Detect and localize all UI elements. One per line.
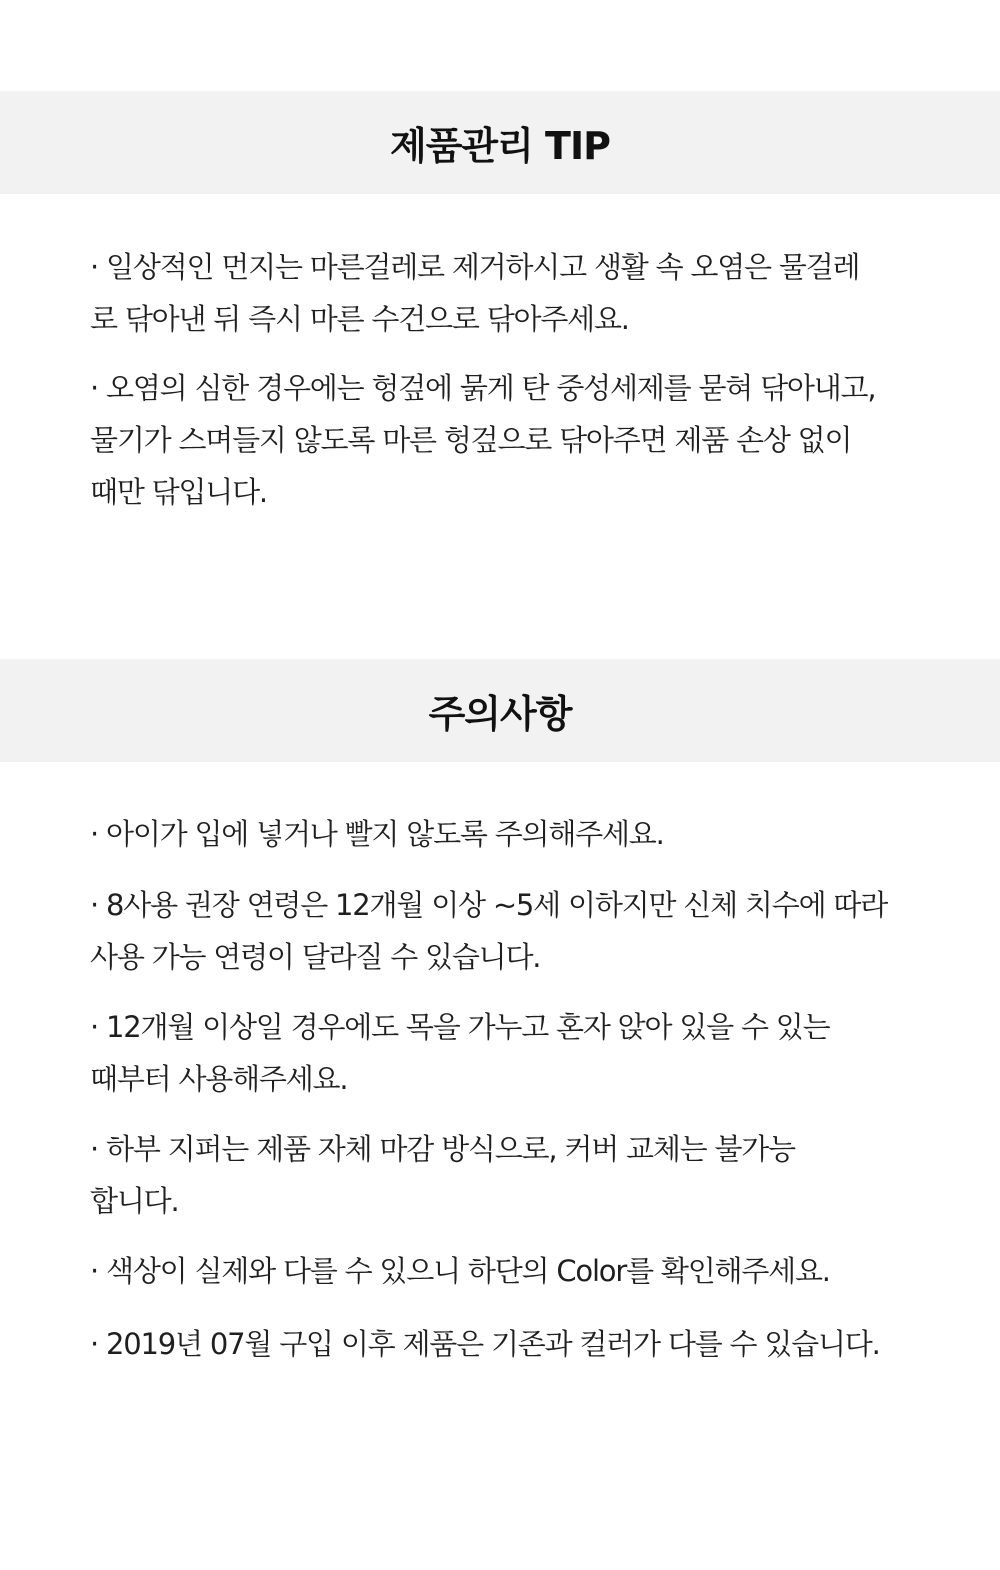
caution-item-2-line-1: · 8사용 권장 연령은 12개월 이상 ~5세 이하지만 신체 치수에 따라 — [90, 888, 888, 922]
caution-item-1 — [90, 808, 920, 860]
caution-item-5-line-1: · 색상이 실제와 다를 수 있으니 하단의 Color를 확인해주세요. — [90, 1254, 830, 1288]
caution-item-3-line-2: 때부터 사용해주세요. — [90, 1062, 348, 1096]
tip-item-2 — [90, 362, 920, 518]
caution-item-4-line-1: · 하부 지퍼는 제품 자체 마감 방식으로, 커버 교체는 불가능 — [90, 1132, 795, 1166]
caution-item-3-line-1: · 12개월 이상일 경우에도 목을 가누고 혼자 앉아 있을 수 있는 — [90, 1010, 830, 1044]
caution-item-6-line-1: · 2019년 07월 구입 이후 제품은 기존과 컬러가 다를 수 있습니다. — [90, 1327, 880, 1361]
caution-item-5 — [90, 1245, 920, 1297]
caution-item-1-line-1: · 아이가 입에 넣거나 빨지 않도록 주의해주세요. — [90, 817, 664, 851]
tip-section-title: 제품관리 TIP — [390, 124, 610, 168]
caution-section-title: 주의사항 — [428, 692, 572, 736]
caution-item-2-line-2: 사용 가능 연령이 달라질 수 있습니다. — [90, 940, 541, 974]
tip-item-2-line-2: 물기가 스며들지 않도록 마른 헝겊으로 닦아주면 제품 손상 없이 — [90, 423, 852, 457]
tip-item-1-line-1: · 일상적인 먼지는 마른걸레로 제거하시고 생활 속 오염은 물걸레 — [90, 250, 860, 284]
caution-item-2 — [90, 879, 920, 983]
caution-item-6 — [90, 1318, 920, 1370]
caution-item-4-line-2: 합니다. — [90, 1184, 179, 1218]
tip-item-2-line-1: · 오염의 심한 경우에는 헝겊에 묽게 탄 중성세제를 묻혀 닦아내고, — [90, 371, 876, 405]
tip-item-1 — [90, 241, 920, 345]
caution-section-header — [0, 659, 1000, 762]
tip-item-2-line-3: 때만 닦입니다. — [90, 475, 267, 509]
caution-item-4 — [90, 1123, 920, 1227]
tip-section-header — [0, 91, 1000, 194]
tip-item-1-line-2: 로 닦아낸 뒤 즉시 마른 수건으로 닦아주세요. — [90, 302, 629, 336]
caution-item-3 — [90, 1001, 920, 1105]
